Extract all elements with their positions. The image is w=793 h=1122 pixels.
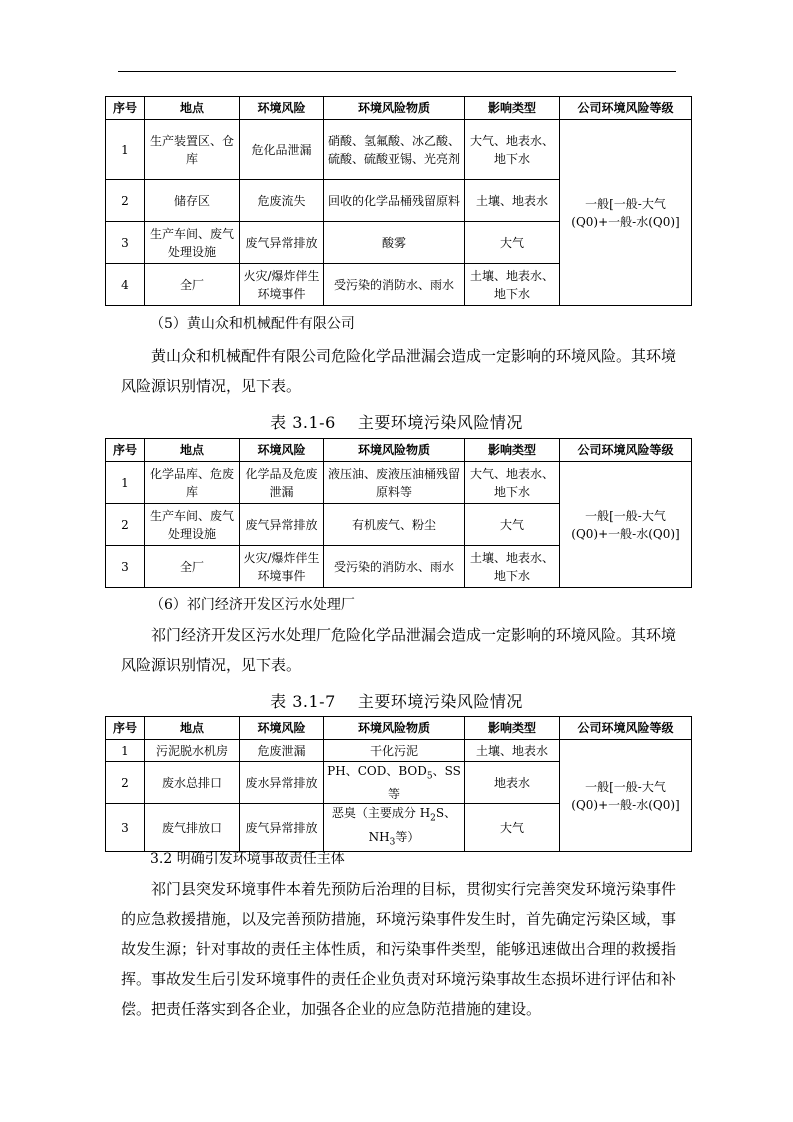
cell-risk: 废气异常排放: [240, 504, 324, 546]
cell-substance: 回收的化学品桶残留原料: [324, 180, 465, 222]
cell-risk: 危废泄漏: [240, 740, 324, 762]
table-header-row: [106, 717, 692, 740]
page-header-rule: [118, 71, 676, 72]
cell-level: 一般[一般-大气(Q0)+一般-水(Q0)]: [560, 120, 692, 306]
table-header-row: [106, 97, 692, 120]
cell-impact: 大气: [465, 804, 560, 852]
cell-substance: 受污染的消防水、雨水: [324, 264, 465, 306]
section-5-heading: （5）黄山众和机械配件有限公司: [150, 316, 355, 332]
cell-risk: 危化品泄漏: [240, 120, 324, 180]
header-substance: 环境风险物质: [324, 717, 465, 740]
header-risk: 环境风险: [240, 439, 324, 462]
cell-place: 污泥脱水机房: [145, 740, 240, 762]
substance-text: 恶臭（主要成分 H: [331, 806, 431, 821]
header-place: 地点: [145, 717, 240, 740]
cell-substance: 硝酸、氢氟酸、冰乙酸、硫酸、硫酸亚锡、光亮剂: [324, 120, 465, 180]
cell-place: 废气排放口: [145, 804, 240, 852]
cell-no: 1: [106, 740, 145, 762]
cell-substance: 液压油、废液压油桶残留原料等: [324, 462, 465, 504]
cell-risk: 火灾/爆炸伴生环境事件: [240, 546, 324, 588]
cell-place: 全厂: [145, 264, 240, 306]
cell-substance: 受污染的消防水、雨水: [324, 546, 465, 588]
cell-impact: 土壤、地表水: [465, 180, 560, 222]
header-no: 序号: [106, 717, 145, 740]
table-3-1-7-caption: 表 3.1-7 主要环境污染风险情况: [270, 692, 523, 711]
subscript: 5: [426, 771, 433, 782]
cell-substance: 酸雾: [324, 222, 465, 264]
cell-risk: 危废流失: [240, 180, 324, 222]
header-no: 序号: [106, 439, 145, 462]
cell-no: 2: [106, 504, 145, 546]
cell-risk: 废气异常排放: [240, 804, 324, 852]
cell-impact: 大气: [465, 222, 560, 264]
cell-place: 生产装置区、仓库: [145, 120, 240, 180]
section-6-heading: （6）祁门经济开发区污水处理厂: [150, 597, 355, 613]
header-level: 公司环境风险等级: [560, 439, 692, 462]
substance-text: S、NH: [368, 806, 457, 844]
cell-risk: 废水异常排放: [240, 762, 324, 804]
cell-level: 一般[一般-大气(Q0)+一般-水(Q0)]: [560, 462, 692, 588]
cell-substance: [324, 762, 465, 804]
cell-impact: 土壤、地表水: [465, 740, 560, 762]
cell-place: 储存区: [145, 180, 240, 222]
header-place: 地点: [145, 97, 240, 120]
header-impact: 影响类型: [465, 439, 560, 462]
cell-no: 3: [106, 222, 145, 264]
header-impact: 影响类型: [465, 97, 560, 120]
table-row: [106, 120, 692, 180]
header-impact: 影响类型: [465, 717, 560, 740]
header-risk: 环境风险: [240, 97, 324, 120]
cell-place: 化学品库、危废库: [145, 462, 240, 504]
cell-level: 一般[一般-大气(Q0)+一般-水(Q0)]: [560, 740, 692, 852]
section-5-paragraph: 黄山众和机械配件有限公司危险化学品泄漏会造成一定影响的环境风险。其环境风险源识别情况，见下表。: [121, 347, 677, 395]
header-level: 公司环境风险等级: [560, 97, 692, 120]
cell-no: 1: [106, 462, 145, 504]
header-no: 序号: [106, 97, 145, 120]
cell-impact: 大气、地表水、地下水: [465, 462, 560, 504]
header-risk: 环境风险: [240, 717, 324, 740]
table-3-1-6-caption: 表 3.1-6 主要环境污染风险情况: [270, 413, 523, 432]
header-substance: 环境风险物质: [324, 439, 465, 462]
cell-risk: 废气异常排放: [240, 222, 324, 264]
risk-table-2: [105, 438, 692, 588]
cell-impact: 土壤、地表水、地下水: [465, 264, 560, 306]
subscript: 2: [430, 813, 436, 824]
cell-no: 2: [106, 180, 145, 222]
subscript: 3: [389, 837, 396, 848]
table-row: [106, 740, 692, 762]
header-place: 地点: [145, 439, 240, 462]
cell-place: 生产车间、废气处理设施: [145, 222, 240, 264]
cell-no: 4: [106, 264, 145, 306]
substance-text: PH、COD、BOD: [327, 764, 427, 778]
cell-no: 2: [106, 762, 145, 804]
section-6-paragraph: 祁门经济开发区污水处理厂危险化学品泄漏会造成一定影响的环境风险。其环境风险源识别情况，见下表。: [121, 626, 677, 674]
cell-no: 3: [106, 804, 145, 852]
header-substance: 环境风险物质: [324, 97, 465, 120]
risk-table-3: [105, 716, 692, 852]
table-row: [106, 462, 692, 504]
cell-no: 3: [106, 546, 145, 588]
cell-impact: 地表水: [465, 762, 560, 804]
risk-table-1: [105, 96, 692, 306]
cell-impact: 大气: [465, 504, 560, 546]
cell-substance: [324, 804, 465, 852]
cell-place: 生产车间、废气处理设施: [145, 504, 240, 546]
cell-risk: 火灾/爆炸伴生环境事件: [240, 264, 324, 306]
cell-substance: 有机废气、粉尘: [324, 504, 465, 546]
cell-no: 1: [106, 120, 145, 180]
substance-text: 等）: [395, 829, 420, 844]
section-3-2-heading: 3.2 明确引发环境事故责任主体: [150, 851, 345, 867]
cell-risk: 化学品及危废泄漏: [240, 462, 324, 504]
section-3-2-paragraph: 祁门县突发环境事件本着先预防后治理的目标，贯彻实行完善突发环境污染事件的应急救援措施，以及完善预防措施，环境污染事件发生时，首先确定污染区域，事故发生源；针对事故的责任主体性质，和污染事件类型，能够迅速做出合理的救援指挥。事故发生后引发环境事件的责任企业负责对环境污染事故生态损坏进行评估和补偿。把责任落实到各企业，加强各企业的应急防范措施的建设。: [121, 880, 677, 1018]
header-level: 公司环境风险等级: [560, 717, 692, 740]
cell-impact: 土壤、地表水、地下水: [465, 546, 560, 588]
table-header-row: [106, 439, 692, 462]
cell-substance: 干化污泥: [324, 740, 465, 762]
cell-impact: 大气、地表水、地下水: [465, 120, 560, 180]
substance-text: 、SS等: [387, 764, 461, 802]
cell-place: 全厂: [145, 546, 240, 588]
cell-place: 废水总排口: [145, 762, 240, 804]
